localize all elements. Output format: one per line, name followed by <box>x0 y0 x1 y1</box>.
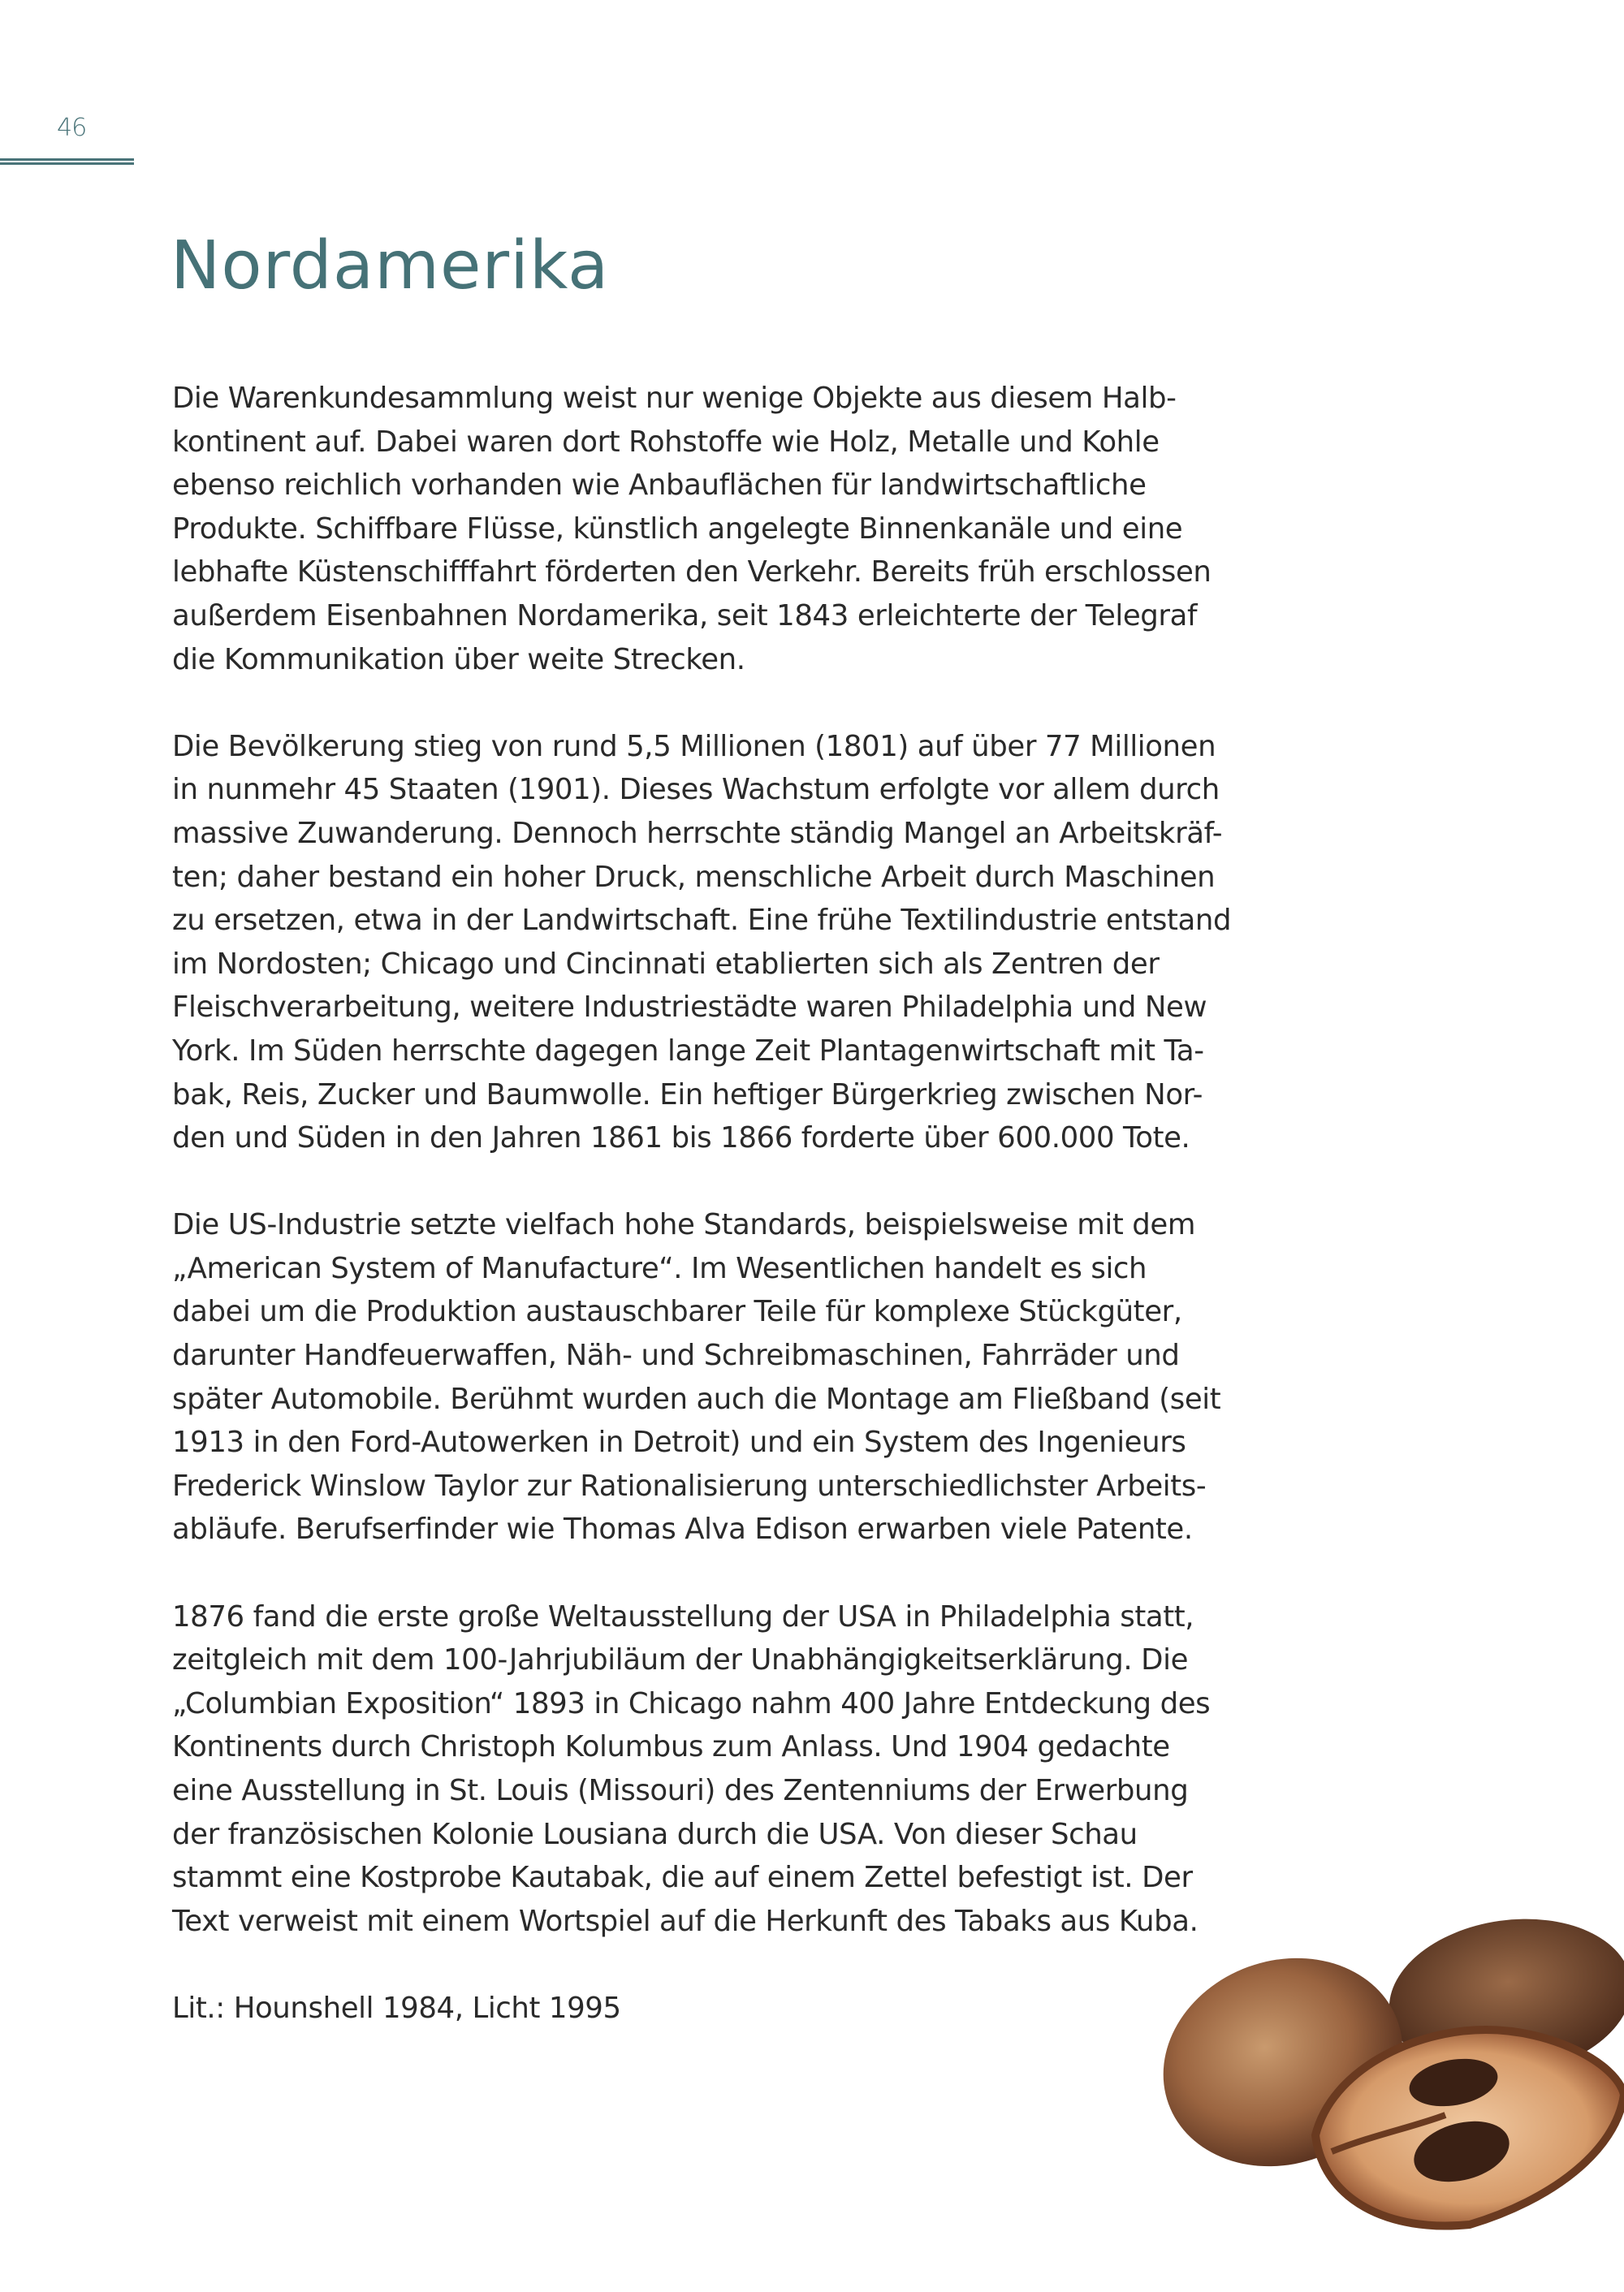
text-line: später Automobile. Berühmt wurden auch die Montage am Fließband (seit <box>172 1382 1221 1416</box>
text-line: Die US-Industrie setzte vielfach hohe Standards, beispielsweise mit dem <box>172 1208 1196 1242</box>
text-line: in nunmehr 45 Staaten (1901). Dieses Wachstum erfolgte vor allem durch <box>172 773 1220 807</box>
paragraph <box>172 377 1276 681</box>
text-line: Die Warenkundesammlung weist nur wenige Objekte aus diesem Halb- <box>172 382 1177 415</box>
text-line: der französischen Kolonie Lousiana durch die USA. Von dieser Schau <box>172 1817 1138 1851</box>
header-rule-bottom <box>0 162 134 165</box>
text-line: kontinent auf. Dabei waren dort Rohstoffe wie Holz, Metalle und Kohle <box>172 425 1160 459</box>
text-line: 1913 in den Ford-Autowerken in Detroit) und ein System des Ingenieurs <box>172 1426 1186 1460</box>
text-line: bak, Reis, Zucker und Baumwolle. Ein heftiger Bürgerkrieg zwischen Nor- <box>172 1077 1203 1111</box>
text-line: Die Bevölkerung stieg von rund 5,5 Millionen (1801) auf über 77 Millionen <box>172 729 1216 763</box>
text-line: eine Ausstellung in St. Louis (Missouri) des Zentenniums der Erwerbung <box>172 1774 1189 1807</box>
header-rule-top <box>0 158 134 161</box>
text-line: Text verweist mit einem Wortspiel auf die Herkunft des Tabaks aus Kuba. <box>172 1904 1199 1938</box>
text-line: stammt eine Kostprobe Kautabak, die auf einem Zettel befestigt ist. Der <box>172 1861 1193 1895</box>
text-line: die Kommunikation über weite Strecken. <box>172 642 745 676</box>
body-text <box>172 377 1276 2074</box>
text-line: 1876 fand die erste große Weltausstellung der USA in Philadelphia statt, <box>172 1599 1194 1634</box>
paragraph <box>172 1203 1276 1552</box>
text-line: zu ersetzen, etwa in der Landwirtschaft. Eine frühe Textilindustrie entstand <box>172 904 1232 938</box>
text-line: Produkte. Schiffbare Flüsse, künstlich angelegte Binnenkanäle und eine <box>172 511 1183 546</box>
paragraph <box>172 725 1276 1160</box>
text-line: zeitgleich mit dem 100-Jahrjubiläum der Unabhängigkeitserklärung. Die <box>172 1643 1189 1677</box>
page-title: Nordamerika <box>171 227 610 304</box>
text-line: Fleischverarbeitung, weitere Industriestädte waren Philadelphia und New <box>172 991 1207 1025</box>
text-line: abläufe. Berufserfinder wie Thomas Alva Edison erwarben viele Patente. <box>172 1513 1193 1547</box>
text-line: im Nordosten; Chicago und Cincinnati etablierten sich als Zentren der <box>172 947 1160 981</box>
text-line: massive Zuwanderung. Dennoch herrschte ständig Mangel an Arbeitskräf- <box>172 816 1223 850</box>
walnut-photo <box>1145 1908 1624 2249</box>
text-line: lebhafte Küstenschifffahrt förderten den Verkehr. Bereits früh erschlossen <box>172 555 1212 589</box>
text-line: Kontinents durch Christoph Kolumbus zum Anlass. Und 1904 gedachte <box>172 1730 1170 1764</box>
text-line: dabei um die Produktion austauschbarer Teile für komplexe Stückgüter, <box>172 1295 1182 1329</box>
text-line: „Columbian Exposition“ 1893 in Chicago nahm 400 Jahre Entdeckung des <box>172 1686 1211 1720</box>
text-line: außerdem Eisenbahnen Nordamerika, seit 1843 erleichterte der Telegraf <box>172 598 1198 632</box>
page-number: 46 <box>57 114 87 142</box>
literature-reference: Lit.: Hounshell 1984, Licht 1995 <box>172 1991 621 2025</box>
text-line: Frederick Winslow Taylor zur Rationalisierung unterschiedlichster Arbeits- <box>172 1469 1207 1503</box>
text-line: den und Süden in den Jahren 1861 bis 1866 forderte über 600.000 Tote. <box>172 1121 1190 1155</box>
text-line: „American System of Manufacture“. Im Wesentlichen handelt es sich <box>172 1251 1147 1285</box>
text-line: York. Im Süden herrschte dagegen lange Zeit Plantagenwirtschaft mit Ta- <box>172 1034 1204 1068</box>
text-line: ebenso reichlich vorhanden wie Anbauflächen für landwirtschaftliche <box>172 468 1147 503</box>
paragraph <box>172 1595 1276 1944</box>
text-line: darunter Handfeuerwaffen, Näh- und Schreibmaschinen, Fahrräder und <box>172 1339 1180 1373</box>
text-line: ten; daher bestand ein hoher Druck, menschliche Arbeit durch Maschinen <box>172 860 1216 894</box>
